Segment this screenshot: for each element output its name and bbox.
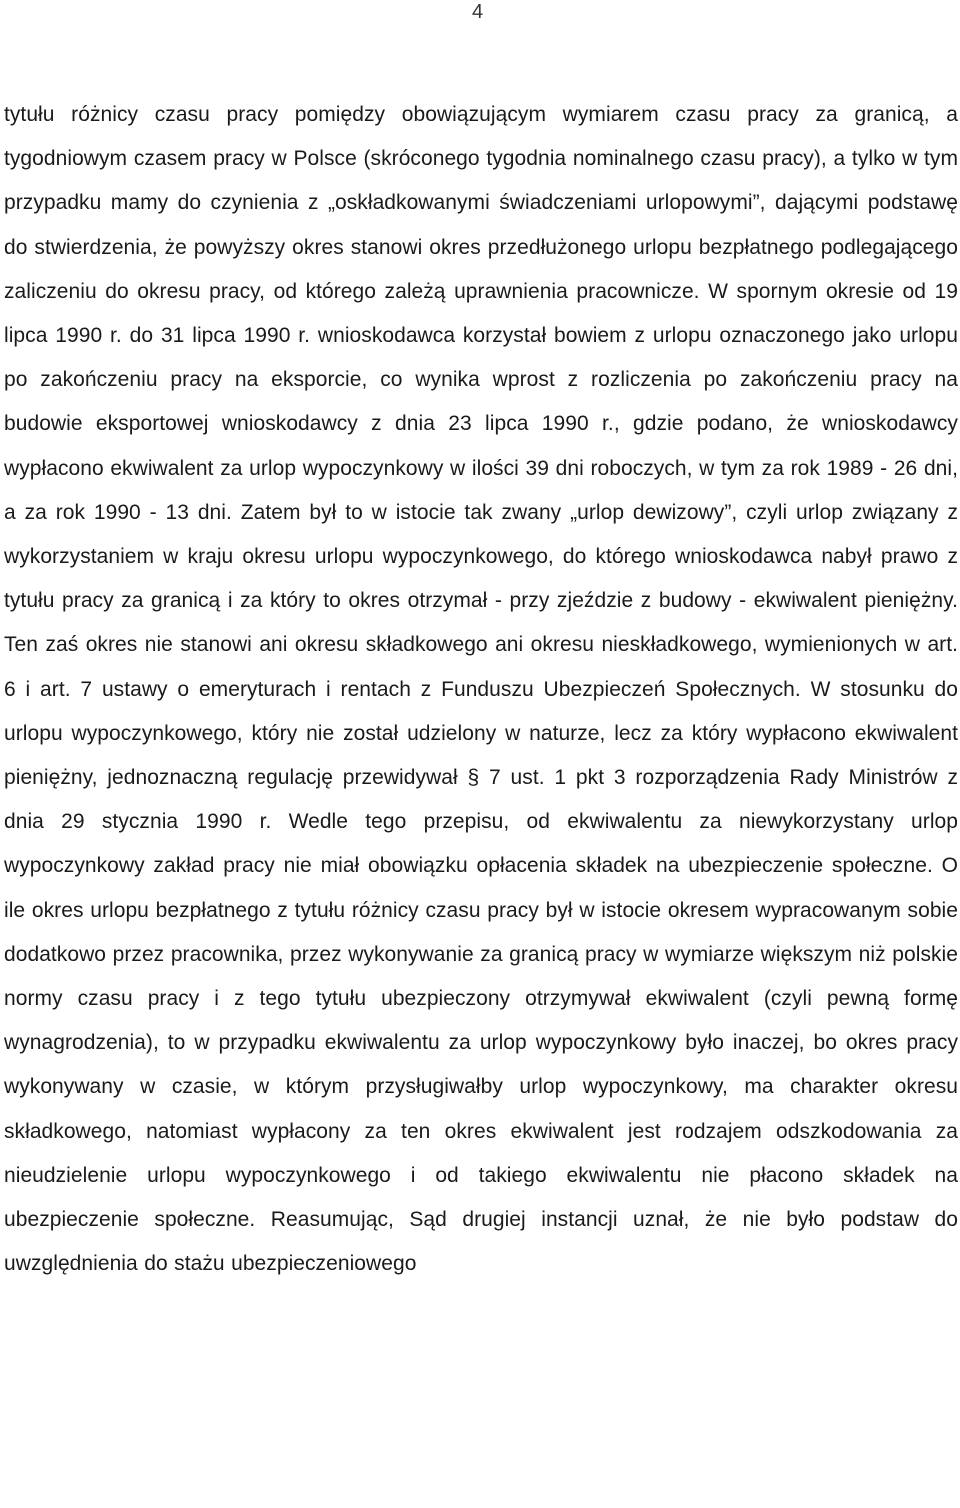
body-paragraph: tytułu różnicy czasu pracy pomiędzy obowiązującym wymiarem czasu pracy za granicą, a tygodniowym czasem pracy w Polsce (skróconego tygodnia nominalnego czasu pracy), a tylko w tym przypadku mamy do czynienia z „oskładkowanymi świadczeniami urlopowymi”, dającymi podstawę do stwierdzenia, że powyższy okres stanowi okres przedłużonego urlopu bezpłatnego podlegającego zaliczeniu do okresu pracy, od którego zależą uprawnienia pracownicze. W spornym okresie od 19 lipca 1990 r. do 31 lipca 1990 r. wnioskodawca korzystał bowiem z urlopu oznaczonego jako urlopu po zakończeniu pracy na eksporcie, co wynika wprost z rozliczenia po zakończeniu pracy na budowie eksportowej wnioskodawcy z dnia 23 lipca 1990 r., gdzie podano, że wnioskodawcy wypłacono ekwiwalent za urlop wypoczynkowy w ilości 39 dni roboczych, w tym za rok 1989 - 26 dni, a za rok 1990 - 13 dni. Zatem był to w istocie tak zwany „urlop dewizowy”, czyli urlop związany z wykorzystaniem w kraju okresu urlopu wypoczynkowego, do którego wnioskodawca nabył prawo z tytułu pracy za granicą i za który to okres otrzymał - przy zjeździe z budowy - ekwiwalent pieniężny. Ten zaś okres nie stanowi ani okresu składkowego ani okresu nieskładkowego, wymienionych w art. 6 i art. 7 ustawy o emeryturach i rentach z Funduszu Ubezpieczeń Społecznych. W stosunku do urlopu wypoczynkowego, który nie został udzielony w naturze, lecz za który wypłacono ekwiwalent pieniężny, jednoznaczną regulację przewidywał § 7 ust. 1 pkt 3 rozporządzenia Rady Ministrów z dnia 29 stycznia 1990 r. Wedle tego przepisu, od ekwiwalentu za niewykorzystany urlop wypoczynkowy zakład pracy nie miał obowiązku opłacenia składek na ubezpieczenie społeczne. O ile okres urlopu bezpłatnego z tytułu różnicy czasu pracy był w istocie okresem wypracowanym sobie dodatkowo przez pracownika, przez wykonywanie za granicą pracy w wymiarze większym niż polskie normy czasu pracy i z tego tytułu ubezpieczony otrzymywał ekwiwalent (czyli pewną formę wynagrodzenia), to w przypadku ekwiwalentu za urlop wypoczynkowy było inaczej, bo okres pracy wykonywany w czasie, w którym przysługiwałby urlop wypoczynkowy, ma charakter okresu składkowego, natomiast wypłacony za ten okres ekwiwalent jest rodzajem odszkodowania za nieudzielenie urlopu wypoczynkowego i od takiego ekwiwalentu nie płacono składek na ubezpieczenie społeczne. Reasumując, Sąd drugiej instancji uznał, że nie było podstaw do uwzględnienia do stażu ubezpieczeniowego (4, 103, 958, 1276)
page-number: 4 (472, 1, 484, 23)
